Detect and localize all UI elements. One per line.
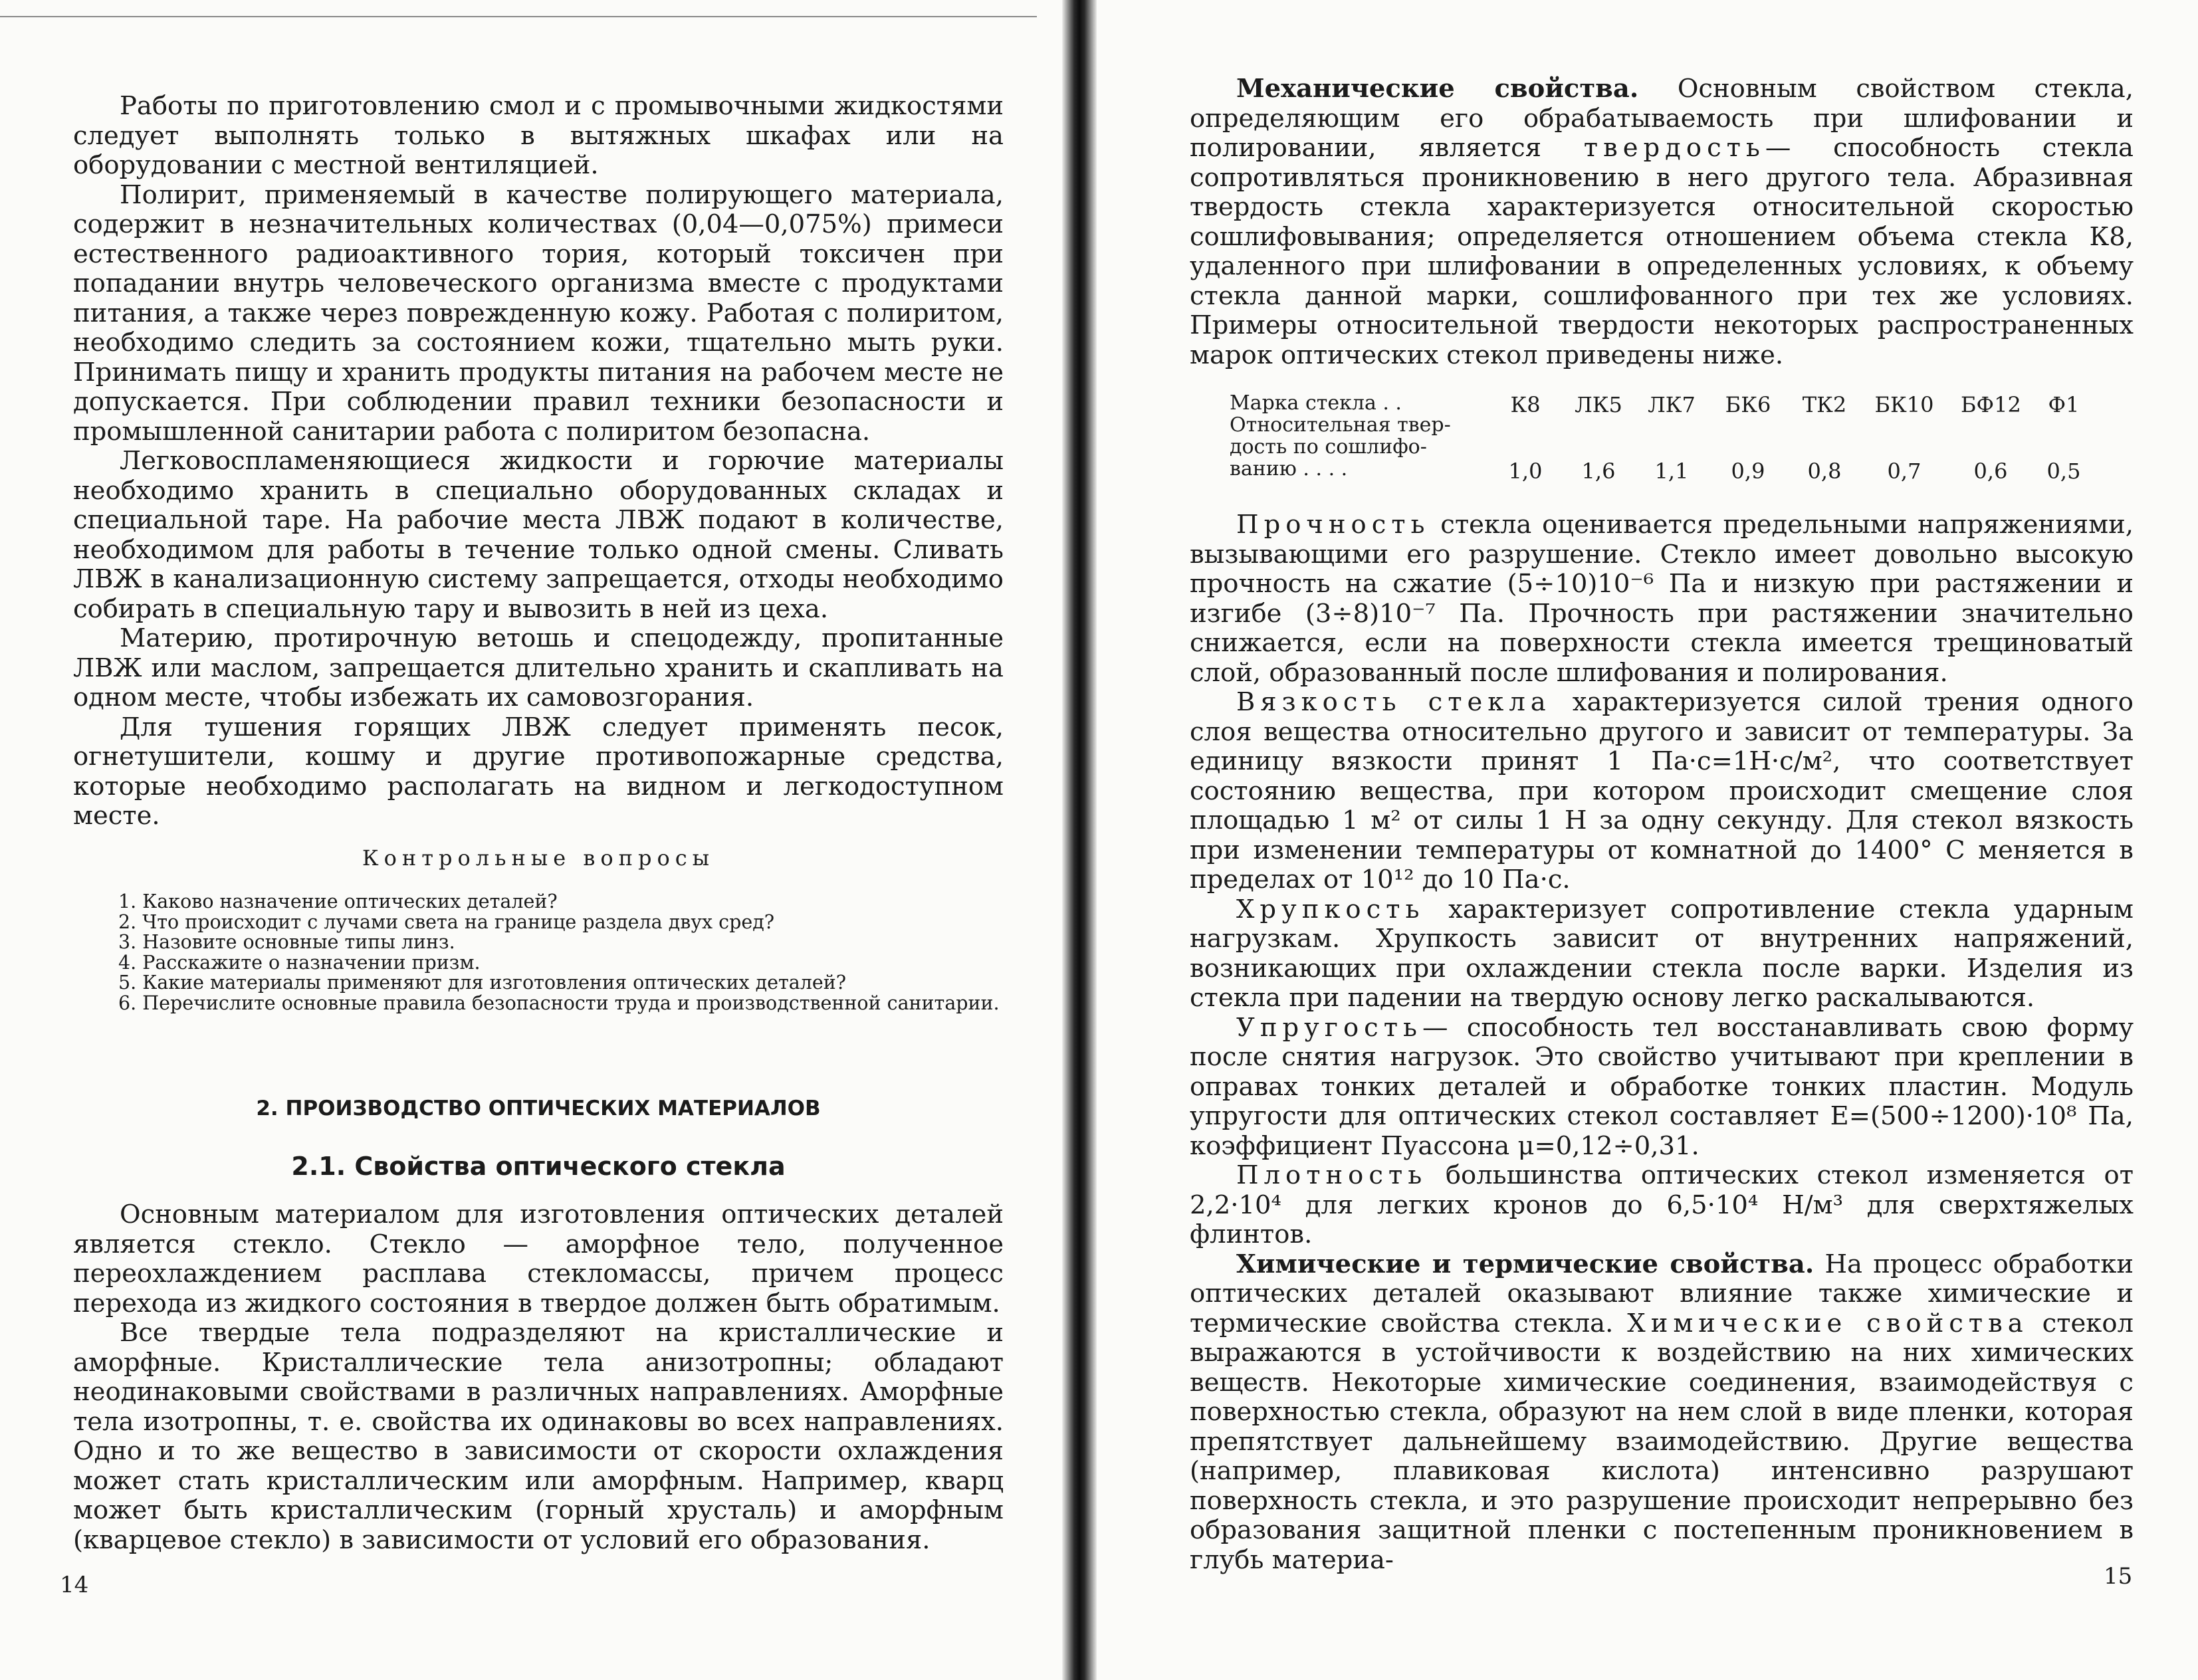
- text-run: — способность стекла сопротивляться проникновению в него другого тела. Абразивная твердость стекла характеризуется относительной скоростью сошлифовывания; определяется отношением объема стекла К8, удаленного при шлифовании в определенных условиях, к объему стекла данной марки, сошлифованного при тех же условиях. Примеры относительной твердости некоторых распространенных марок оптических стекол приведены ниже.: [1190, 133, 2134, 370]
- paragraph: Для тушения горящих ЛВЖ следует применять песок, огнетушители, кошму и другие противопожарные средства, которые необходимо располагать на видном и легкодоступном месте.: [73, 712, 1004, 831]
- hardness-value: 0,7: [1887, 459, 1922, 484]
- question-item: 1. Каково назначение оптических деталей?: [118, 891, 558, 912]
- hardness-value: 1,6: [1581, 459, 1616, 484]
- question-item: 5. Какие материалы применяют для изготовления оптических деталей?: [118, 972, 847, 994]
- left-section-text: [73, 1200, 1004, 1555]
- right-page: [1190, 0, 2134, 1680]
- glass-mark: Ф1: [2048, 392, 2080, 417]
- table-label: дость по сошлифо-: [1230, 435, 1427, 459]
- table-label: Марка стекла . .: [1230, 391, 1402, 415]
- question-item: 4. Расскажите о назначении призм.: [118, 951, 481, 974]
- paragraph: Работы по приготовлению смол и с промывочными жидкостями следует выполнять только в вытяжных шкафах или на оборудовании с местной вентиляцией.: [73, 91, 1004, 180]
- glass-mark: ЛК7: [1648, 392, 1696, 417]
- text-run: характеризует сопротивление стекла ударным нагрузкам. Хрупкость зависит от внутренних напряжений, возникающих при охлаждении стекла после варки. Изделия из стекла при падении на твердую основу легко раскалываются.: [1190, 894, 2134, 1013]
- page-number: 14: [60, 1572, 89, 1598]
- question-item: 6. Перечислите основные правила безопасности труда и производственной санитарии.: [118, 992, 1000, 1014]
- section-title: 2.1. Свойства оптического стекла: [291, 1152, 786, 1181]
- table-row-labels: [1230, 392, 1495, 480]
- paragraph: [1190, 510, 2134, 688]
- text-run: стекла оценивается предельными напряжениями, вызывающими его разрушение. Стекло имеет довольно высокую прочность на сжатие (5÷10)10⁻⁶ Па и низкую при растяжении и изгибе (3÷8)10⁻⁷ Па. Прочность при растяжении значительно снижается, если на поверхности стекла имеется трещиноватый слой, образованный после шлифования и полирования.: [1190, 510, 2134, 688]
- hardness-value: 0,9: [1731, 459, 1765, 484]
- table-label: ванию . . . .: [1230, 457, 1348, 480]
- book-gutter: [1062, 0, 1097, 1680]
- right-properties-text: [1190, 510, 2134, 1575]
- term-chemical: Химические свойства: [1627, 1308, 2029, 1338]
- chemical-title: Химические и термические свойства.: [1236, 1249, 1814, 1279]
- left-top-text: [73, 92, 1004, 831]
- text-run: большинства оптических стекол изменяется от 2,2·10⁴ для легких кронов до 6,5·10⁴ Н/м³ для сверхтяжелых флинтов.: [1190, 1160, 2134, 1249]
- paragraph: [1190, 1161, 2134, 1250]
- glass-mark: ЛК5: [1575, 392, 1622, 417]
- table-label: Относительная твер-: [1230, 413, 1451, 437]
- text-run: — способность тел восстанавливать свою форму после снятия нагрузок. Это свойство учитывают при креплении в оправах тонких деталей и обработке тонких пластин. Модуль упругости для оптических стекол составляет E=(500÷1200)·10⁸ Па, коэффициент Пуассона μ=0,12÷0,31.: [1190, 1012, 2134, 1161]
- paragraph: Материю, протирочную ветошь и спецодежду, пропитанные ЛВЖ или маслом, запрещается длительно хранить и скапливать на одном месте, чтобы избежать их самовозгорания.: [73, 623, 1004, 712]
- mechanical-properties-text: [1190, 74, 2134, 370]
- glass-mark: БК6: [1725, 392, 1771, 417]
- question-item: 2. Что происходит с лучами света на границе раздела двух сред?: [118, 910, 775, 933]
- glass-mark: БФ12: [1961, 392, 2021, 417]
- left-page: [60, 0, 1004, 1680]
- question-item: 3. Назовите основные типы линз.: [118, 931, 455, 953]
- term-brittleness: Хрупкость: [1236, 894, 1425, 924]
- paragraph: [1190, 895, 2134, 1013]
- paragraph: [1190, 1013, 2134, 1162]
- hardness-value: 0,5: [2046, 459, 2081, 484]
- text-run: На процесс обработки оптических деталей оказывают влияние также химические и термические свойства стекла.: [1190, 1249, 2134, 1338]
- page-number: 15: [2104, 1563, 2133, 1590]
- term-density: Плотность: [1236, 1160, 1428, 1190]
- questions-list: [73, 892, 1004, 1013]
- paragraph: [1190, 688, 2134, 895]
- text-run: стекол выражаются в устойчивости к воздействию на них химических веществ. Некоторые химические соединения, взаимодействуя с поверхностью стекла, образуют на нем слой в виде пленки, которая препятствует дальнейшему взаимодействию. Другие вещества (например, плавиковая кислота) интенсивно разрушают поверхность стекла, и это разрушение происходит непрерывно без образования защитной пленки с постепенным проникновением в глубь материа-: [1190, 1308, 2134, 1575]
- text-run: Основным свойством стекла, определяющим его обрабатываемость при шлифовании и полировании, является: [1190, 74, 2134, 163]
- glass-mark: БК10: [1874, 392, 1934, 417]
- chapter-title: 2. ПРОИЗВОДСТВО ОПТИЧЕСКИХ МАТЕРИАЛОВ: [256, 1097, 821, 1120]
- glass-mark: К8: [1510, 392, 1541, 417]
- paragraph: Все твердые тела подразделяют на кристаллические и аморфные. Кристаллические тела анизотропны; обладают неодинаковыми свойствами в различных направлениях. Аморфные тела изотропны, т. е. свойства их одинаковы во всех направлениях. Одно и то же вещество в зависимости от скорости охлаждения может стать кристаллическим или аморфным. Например, кварц может быть кристаллическим (горный хрусталь) и аморфным (кварцевое стекло) в зависимости от условий его образования.: [73, 1318, 1004, 1555]
- mechanical-title: Механические свойства.: [1236, 74, 1639, 104]
- paragraph: [1190, 74, 2134, 370]
- paragraph: Легковоспламеняющиеся жидкости и горючие материалы необходимо хранить в специально оборудованных складах и специальной таре. На рабочие места ЛВЖ подают в количестве, необходимом для работы в течение только одной смены. Сливать ЛВЖ в канализационную систему запрещается, отходы необходимо собирать в специальную тару и вывозить в ней из цеха.: [73, 446, 1004, 624]
- paragraph: Полирит, применяемый в качестве полирующего материала, содержит в незначительных количествах (0,04—0,075%) примеси естественного радиоактивного тория, который токсичен при попадании внутрь человеческого организма вместе с продуктами питания, а также через поврежденную кожу. Работая с полиритом, необходимо следить за состоянием кожи, тщательно мыть руки. Принимать пищу и хранить продукты питания на рабочем месте не допускается. При соблюдении правил техники безопасности и промышленной санитарии работа с полиритом безопасна.: [73, 179, 1004, 447]
- paragraph: [1190, 1250, 2134, 1576]
- term-strength: Прочность: [1236, 510, 1430, 540]
- paragraph: Основным материалом для изготовления оптических деталей является стекло. Стекло — аморфное тело, полученное переохлаждением расплава стекломассы, причем процесс перехода из жидкого состояния в твердое должен быть обратимым.: [73, 1200, 1004, 1318]
- term-elasticity: Упругость: [1236, 1012, 1422, 1043]
- hardness-value: 0,8: [1807, 459, 1842, 484]
- term-hardness: твердость: [1583, 133, 1765, 163]
- hardness-value: 0,6: [1973, 459, 2008, 484]
- glass-mark: ТК2: [1802, 392, 1847, 417]
- term-viscosity: Вязкость стекла: [1236, 687, 1551, 717]
- hardness-value: 1,1: [1654, 459, 1689, 484]
- questions-title: Контрольные вопросы: [362, 845, 715, 871]
- hardness-value: 1,0: [1508, 459, 1543, 484]
- text-run: характеризуется силой трения одного слоя вещества относительно другого и зависит от температуры. За единицу вязкости принят 1 Па·с=1Н·с/м², что соответствует состоянию вещества, при котором происходит смещение слоя площадью 1 м² от силы 1 Н за одну секунду. Для стекол вязкость при изменении температуры от комнатной до 1400° С меняется в пределах от 10¹² до 10 Па·с.: [1190, 687, 2134, 894]
